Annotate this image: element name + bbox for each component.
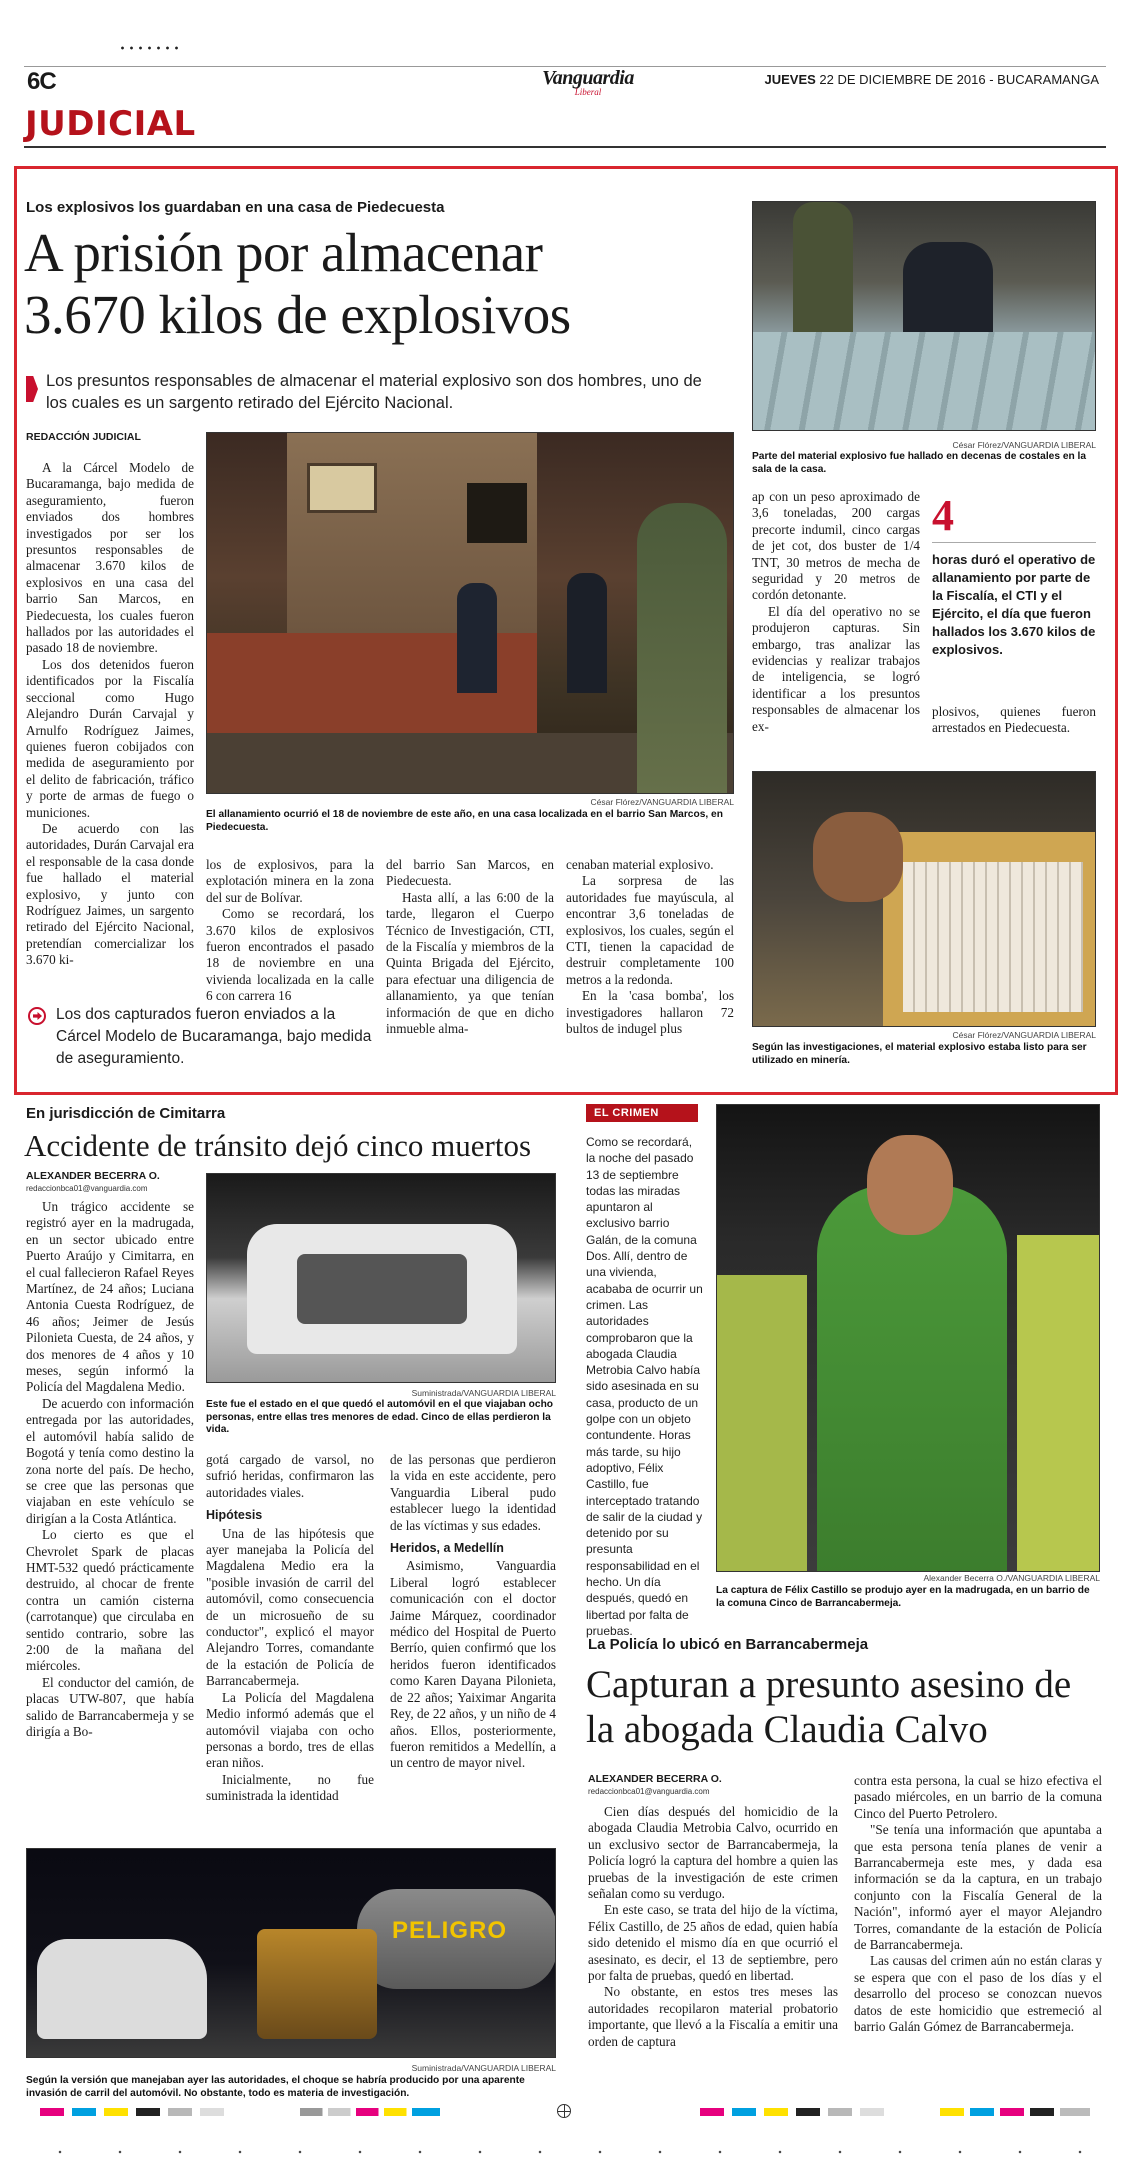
crashed-car-caption: Este fue el estado en el que quedó el automóvil en el que viajaban ocho personas, entre ellas tres menores de edad. Cinco de ellas perdieron la vida. xyxy=(206,1399,554,1435)
accident-col3 xyxy=(390,1452,556,1772)
section-rule xyxy=(24,146,1106,148)
crash-scene-caption: Según la versión que manejaban ayer las autoridades, el choque se habría producido por una aparente invasión de carril del automóvil. No obstante, todo es materia de investigación. xyxy=(26,2075,525,2099)
dynamite-photo xyxy=(752,771,1096,1027)
accident-col1-p2: De acuerdo con información entregada por las autoridades, el automóvil había salido de Bogotá y tenía como destino la zona norte del país. De hecho, se cree que las personas que viajaban en este vehículo se dirigían a la Costa Atlántica. xyxy=(26,1395,194,1526)
main-headline-line1: A prisión por almacenar xyxy=(24,222,543,283)
accident-byline: ALEXANDER BECERRA O. xyxy=(26,1170,160,1182)
accident-kicker: En jurisdicción de Cimitarra xyxy=(26,1105,226,1122)
main-col1-p2: Los dos detenidos fueron identificados por la Fiscalía seccional como Hugo Alejandro Durán Carvajal y Arnulfo Rodríguez Jaimes, quienes fueron cobijados con medida de aseguramiento por el delito de fabricación, tráfico y porte de armas de fuego o municiones. xyxy=(26,656,194,820)
main-col5 xyxy=(752,489,920,735)
dynamite-photo-credit: César Flórez/VANGUARDIA LIBERAL xyxy=(952,1030,1096,1040)
raid-photo-officer xyxy=(457,583,497,693)
raid-photo-caption: El allanamiento ocurrió el 18 de noviembre de este año, en una casa localizada en el barrio San Marcos, en Piedecuesta. xyxy=(206,809,723,833)
main-byline: REDACCIÓN JUDICIAL xyxy=(26,431,141,443)
accident-subhead-hipotesis: Hipótesis xyxy=(206,1508,263,1523)
crash-scene-truck xyxy=(257,1929,377,2039)
main-col5-p1: ap con un peso aproximado de 3,6 toneladas, 200 cargas precorte indumil, cinco cargas de jet cot, dos buster de 1/4 TNT, 30 metros de mecha de seguridad y 20 metros de cordón detonante. xyxy=(752,489,920,603)
dynamite-photo-caption: Según las investigaciones, el material explosivo estaba listo para ser utilizado en minería. xyxy=(752,1042,1087,1066)
color-bar-center-left xyxy=(300,2108,440,2116)
sacks-photo-bags xyxy=(753,332,1096,431)
accident-col2-p4: Inicialmente, no fue suministrada la identidad xyxy=(206,1771,374,1804)
arrest-photo-caption: La captura de Félix Castillo se produjo ayer en la madrugada, en un barrio de la comuna Cinco de Barrancabermeja. xyxy=(716,1585,1090,1609)
capture-col2-p1: contra esta persona, la cual se hizo efectiva el pasado miércoles, en un barrio de la comuna Cinco del Puerto Petrolero. xyxy=(854,1773,1102,1821)
pullquote: Los dos capturados fueron enviados a la Cárcel Modelo de Bucaramanga, bajo medida de aseguramiento. xyxy=(56,1006,372,1067)
raid-photo-window2 xyxy=(467,483,527,543)
accident-col2-p3: La Policía del Magdalena Medio informó además que el automóvil viajaba con ocho personas a bordo, tres de ellas eran niños. xyxy=(206,1689,374,1771)
color-bar-left xyxy=(40,2108,240,2116)
main-col3-p2: Hasta allí, a las 6:00 de la tarde, llegaron el Cuerpo Técnico de Investigación, CTI, de la Fiscalía y miembros de la Quinta Brigada del Ejército, para efectuar una diligencia de allanamiento, ya que tenían información de que en dicho inmueble alma- xyxy=(386,889,554,1037)
main-col4-p1: cenaban material explosivo. xyxy=(566,857,714,872)
raid-photo xyxy=(206,432,734,794)
crashed-car-engine xyxy=(297,1254,467,1324)
main-kicker: Los explosivos los guardaban en una casa de Piedecuesta xyxy=(26,199,445,216)
dynamite-photo-sticks xyxy=(903,862,1083,1012)
arrest-photo-credit: Alexander Becerra O./VANGUARDIA LIBERAL xyxy=(923,1573,1100,1583)
raid-photo-officer2 xyxy=(567,573,607,693)
crimen-text: Como se recordará, la noche del pasado 13 de septiembre todas las miradas apuntaron al exclusivo barrio Galán, de la comuna Dos. Allí, dentro de una vivienda, acababa de ocurrir un crimen. Las autoridades comprobaron que la abogada Claudia Metrobia Calvo había sido asesinada en su casa, producto de un golpe con un objeto contundente. Horas más tarde, su hijo adoptivo, Félix Castillo, fue interceptado tratando de salir de la ciudad y detenido por su presunta responsabilidad en el hecho. Un día después, quedó en libertad por falta de pruebas. xyxy=(586,1135,703,1638)
crop-dots-bottom xyxy=(30,2150,1100,2154)
arrest-photo xyxy=(716,1104,1100,1572)
sacks-photo-agent xyxy=(903,242,993,332)
capture-col2 xyxy=(854,1773,1102,2036)
crashed-car-photo xyxy=(206,1173,556,1383)
capture-col2-p3: Las causas del crimen aún no están claras y se espera que con el paso de los días y el desarrollo del proceso se conozcan nuevos datos de este homicidio que estremeció al barrio Galán Gómez de Barrancabermeja. xyxy=(854,1953,1102,2035)
main-col1-p1: A la Cárcel Modelo de Bucaramanga, bajo medida de aseguramiento, fueron enviados dos hombres investigados por ser los presuntos responsables de almacenar 3.670 kilos de explosivos en una casa del barrio San Marcos, en Piedecuesta, los cuales fueron hallados por las autoridades el pasado 18 de noviembre. xyxy=(26,460,194,656)
crimen-label: EL CRIMEN xyxy=(586,1104,698,1122)
capture-kicker: La Policía lo ubicó en Barrancabermeja xyxy=(588,1636,869,1653)
page-number: 6C xyxy=(27,68,56,95)
main-col3-p1: del barrio San Marcos, en Piedecuesta. xyxy=(386,857,554,889)
accident-col1 xyxy=(26,1199,194,1740)
accident-col1-p1: Un trágico accidente se registró ayer en la madrugada, en un sector ubicado entre Puerto Araújo y Cimitarra, en el cual fallecieron Rafael Reyes Martínez, de 24 años; Luciana Antonia Cuesta Rodríguez, de 46 años; Jeimer de Jesús Pilonieta Cuesta, de 24 años, y dos menores de 4 años y 10 meses, según informó la Policía del Magdalena Medio. xyxy=(26,1199,194,1395)
capture-col2-p2: "Se tenía una información que apuntaba a que esta persona tenía planes de venir a Barrancabermeja este mes, y dada esa información se da la captura, en un trabajo conjunto con la Fiscalía General de la Nación", informó ayer el mayor Alejandro Torres, comandante de la estación de Policía de Barrancabermeja. xyxy=(854,1822,1102,1953)
raid-photo-soldier xyxy=(637,503,727,794)
crashed-car-credit: Suministrada/VANGUARDIA LIBERAL xyxy=(411,1388,556,1398)
main-headline xyxy=(24,222,571,346)
accident-col3-p2: Asimismo, Vanguardia Liberal logró establecer comunicación con el doctor Jaime Márquez, coordinador médico del Hospital de Puerto Berrío, quien confirmó que los heridos fueron identificados como Karen Dayana Pilonieta, de 22 años; Yaiximar Angarita Rey, de 22 años, y un niño de 4 años. Ellos, posteriormente, fueron remitidos a Medellín, a un centro de mayor nivel. xyxy=(390,1558,556,1771)
main-headline-line2: 3.670 kilos de explosivos xyxy=(24,284,571,345)
raid-photo-window xyxy=(307,463,377,513)
crash-scene-car xyxy=(37,1939,207,2039)
crash-scene-credit: Suministrada/VANGUARDIA LIBERAL xyxy=(411,2063,556,2073)
arrest-photo-officer-right xyxy=(1017,1235,1100,1572)
capture-headline: Capturan a presunto asesino de la abogada Claudia Calvo xyxy=(586,1663,1072,1751)
newspaper-logo xyxy=(528,68,648,97)
registration-mark xyxy=(557,2104,571,2118)
header-date-day: JUEVES xyxy=(764,72,816,87)
accident-col2-p1: gotá cargado de varsol, no sufrió heridas, confirmaron las autoridades viales. xyxy=(206,1452,374,1500)
top-dots xyxy=(118,46,178,50)
sacks-photo-caption: Parte del material explosivo fue hallado en decenas de costales en la sala de la casa. xyxy=(752,451,1087,475)
main-col2-p1: los de explosivos, para la explotación minera en la zona del sur de Bolívar. xyxy=(206,857,374,905)
raid-photo-credit: César Flórez/VANGUARDIA LIBERAL xyxy=(590,797,734,807)
pullquote-arrow xyxy=(33,1012,42,1020)
main-col2-p2: Como se recordará, los 3.670 kilos de explosivos fueron encontrados el pasado 18 de noviembre en una vivienda localizada en la calle 6 con carrera 16 xyxy=(206,906,374,1004)
main-col1-p3: De acuerdo con las autoridades, Durán Carvajal era el responsable de la casa donde fue hallado el material explosivo, y junto con Rodríguez Jaimes, un sargento retirado del Ejército Nacional, pretendían comercializar los 3.670 ki- xyxy=(26,820,194,968)
color-bar-right xyxy=(700,2108,900,2116)
main-col4-p2: La sorpresa de las autoridades fue mayúscula, al encontrar 3,6 toneladas de explosivos, los cuales, según el CTI, tienen la capacidad de destruir completamente 100 metros a la redonda. xyxy=(566,873,734,987)
accident-headline: Accidente de tránsito dejó cinco muertos xyxy=(24,1128,532,1163)
sacks-photo-credit: César Flórez/VANGUARDIA LIBERAL xyxy=(952,440,1096,450)
header-date xyxy=(764,72,1099,87)
main-col3 xyxy=(386,857,554,1037)
capture-col1-p1: Cien días después del homicidio de la abogada Claudia Metrobia Calvo, ocurrido en un exclusivo sector de Barrancabermeja, la Policía logró la captura del hombre a quien las pruebas de la investigación de este crimen señalan como su verdugo. xyxy=(588,1804,838,1902)
factbox xyxy=(932,491,1096,659)
dynamite-photo-hands xyxy=(813,812,903,902)
logo-text: Vanguardia xyxy=(542,67,634,89)
sacks-photo xyxy=(752,201,1096,431)
capture-email: redaccionbca01@vanguardia.com xyxy=(588,1787,710,1796)
main-col4-p3: En la 'casa bomba', los investigadores hallaron 72 bultos de indugel plus xyxy=(566,988,734,1037)
accident-col3-p1: de las personas que perdieron la vida en este accidente, pero Vanguardia Liberal pudo establecer luego la identidad de las víctimas y sus edades. xyxy=(390,1452,556,1533)
arrest-photo-suspect xyxy=(817,1185,1007,1572)
crash-scene-sign: PELIGRO xyxy=(392,1917,508,1944)
main-col6 xyxy=(932,704,1096,737)
arrest-photo-officer-left xyxy=(717,1275,807,1572)
section-title: JUDICIAL xyxy=(25,104,196,144)
main-col5-p2: El día del operativo no se produjeron capturas. Sin embargo, tras analizar las evidencias y realizar trabajos de inteligencia, se logró identificar a los presuntos responsables de almacenar los ex- xyxy=(752,603,920,734)
arrest-photo-head xyxy=(867,1135,953,1235)
capture-byline: ALEXANDER BECERRA O. xyxy=(588,1773,722,1785)
crash-scene-photo xyxy=(26,1848,556,2058)
accident-subhead-heridos: Heridos, a Medellín xyxy=(390,1541,504,1556)
header-date-rest: 22 DE DICIEMBRE DE 2016 - BUCARAMANGA xyxy=(819,72,1099,87)
pullquote-icon xyxy=(28,1007,46,1025)
capture-col1-p3: No obstante, en estos tres meses las autoridades recopilaron material probatorio importante, que llevó a la Fiscalía a emitir una orden de captura xyxy=(588,1984,838,2049)
accident-email: redaccionbca01@vanguardia.com xyxy=(26,1184,148,1193)
accident-col1-p3: Lo cierto es que el Chevrolet Spark de placas HMT-532 quedó prácticamente destruido, al chocar de frente contra un camión cisterna (carrotanque) que circulaba en sentido contrario, sobre las 2:00 de la mañana del miércoles. xyxy=(26,1527,194,1674)
accident-col1-p4: El conductor del camión, de placas UTW-807, que había salido de Barrancabermeja y se dirigía a Bo- xyxy=(26,1674,194,1739)
main-col6-p1: plosivos, quienes fueron arrestados en Piedecuesta. xyxy=(932,704,1096,736)
factbox-text: horas duró el operativo de allanamiento por parte de la Fiscalía, el CTI y el Ejército, el día que fueron hallados los 3.670 kilos de explosivos. xyxy=(932,552,1096,657)
main-col1 xyxy=(26,460,194,969)
capture-col1-p2: En este caso, se trata del hijo de la víctima, Félix Castillo, de 25 años de edad, quien había sido detenido el mismo día en que ocurrió el asesinato, es decir, el 13 de septiembre, pero por falta de pruebas, quedó en libertad. xyxy=(588,1902,838,1984)
main-col2 xyxy=(206,857,374,1005)
main-col4 xyxy=(566,857,734,1037)
accident-col2 xyxy=(206,1452,374,1805)
main-deck: Los presuntos responsables de almacenar el material explosivo son dos hombres, uno de los cuales es un sargento retirado del Ejército Nacional. xyxy=(46,372,702,412)
capture-col1 xyxy=(588,1804,838,2050)
logo-subtext: Liberal xyxy=(574,87,602,97)
color-bar-far-right xyxy=(940,2108,1090,2116)
sacks-photo-soldier xyxy=(793,202,853,332)
accident-col2-p2: Una de las hipótesis que ayer manejaba la Policía del Magdalena Medio era la "posible invasión de carril del automóvil, como consecuencia de un microsueño de su conductor", explicó el mayor Alejandro Torres, comandante de la estación de Policía de Barrancabermeja. xyxy=(206,1525,374,1689)
factbox-number: 4 xyxy=(932,494,1096,543)
